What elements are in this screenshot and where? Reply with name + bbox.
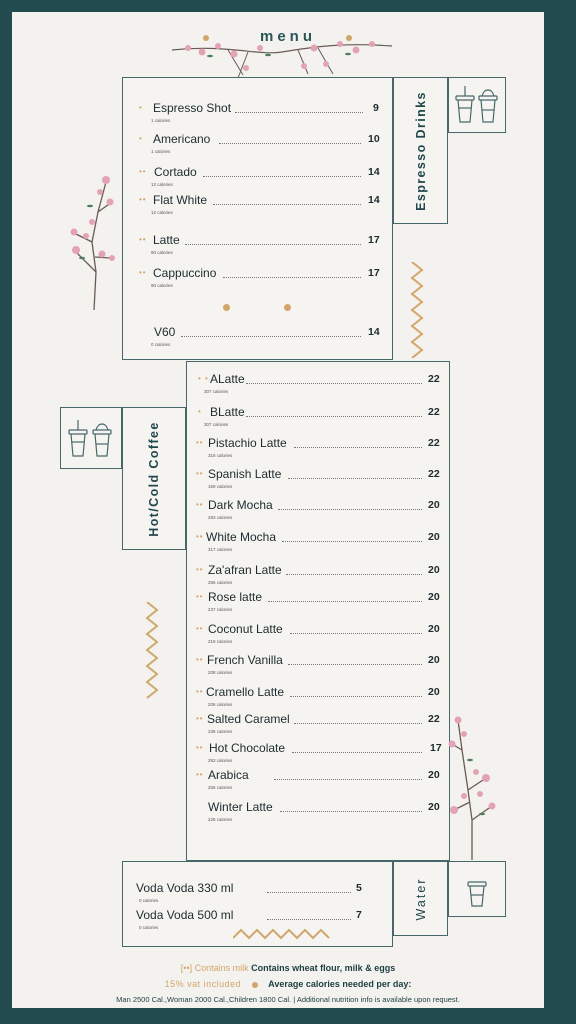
water-item-0 — [123, 881, 394, 907]
item-bullet: •• — [139, 235, 147, 244]
title-dot-left — [203, 35, 209, 41]
water-icon-box — [448, 861, 506, 917]
item-price: 20 — [428, 623, 440, 635]
item-bullet: •• — [196, 714, 204, 723]
item-bullet: •• — [196, 743, 204, 752]
title-dot-right — [346, 35, 352, 41]
item-bullet: •• — [196, 565, 204, 574]
item-calories: 293 calories — [208, 758, 233, 763]
item-calories: 12 calories — [151, 182, 173, 187]
water-label: Water — [413, 877, 428, 920]
menu-title: menu — [259, 28, 316, 45]
item-name: Cramello Latte — [206, 685, 285, 699]
hotcold-item-4 — [186, 498, 450, 524]
hotcold-item-8 — [186, 622, 450, 648]
dotted-leader — [268, 601, 422, 602]
item-price: 20 — [428, 591, 440, 603]
dotted-leader — [290, 633, 422, 634]
calories-line: Man 2500 Cal.,Woman 2000 Cal.,Children 1800 Cal. | Additional nutrition info is available upon request. — [116, 995, 460, 1004]
item-price: 22 — [428, 713, 440, 725]
item-price: 22 — [428, 468, 440, 480]
item-bullet: •• — [196, 500, 204, 509]
footer-line-3 — [0, 995, 576, 1004]
dotted-leader — [286, 574, 422, 575]
hotcold-items — [186, 361, 450, 861]
item-bullet: • — [139, 134, 143, 143]
item-name: Cortado — [154, 165, 197, 179]
item-calories: 256 calories — [208, 580, 233, 585]
footer-line-2 — [0, 979, 576, 989]
water-label-box — [393, 861, 448, 936]
item-bullet: •• — [139, 195, 147, 204]
espresso-item-3 — [123, 193, 394, 219]
dotted-leader — [246, 416, 422, 417]
hotcold-item-2 — [186, 436, 450, 462]
hotcold-item-7 — [186, 590, 450, 616]
item-name: Coconut Latte — [208, 622, 283, 636]
dotted-leader — [267, 892, 351, 893]
item-calories: 307 calories — [204, 422, 229, 427]
item-calories: 293 calories — [208, 515, 233, 520]
item-bullet: •• — [196, 687, 204, 696]
hotcold-item-14 — [186, 800, 450, 826]
calories-heading: Average calories needed per day: — [268, 979, 412, 989]
item-bullet: •• — [196, 655, 204, 664]
item-bullet: •• — [196, 532, 204, 541]
item-price: 7 — [356, 909, 362, 921]
item-calories: 307 calories — [204, 389, 229, 394]
item-calories: 317 calories — [208, 547, 233, 552]
item-bullet: • — [139, 103, 143, 112]
dotted-leader — [294, 723, 422, 724]
item-price: 20 — [428, 654, 440, 666]
hotcold-item-0 — [186, 372, 450, 398]
item-calories: 0 calories — [139, 898, 159, 903]
item-bullet: •• — [139, 167, 147, 176]
item-price: 9 — [373, 102, 379, 114]
item-price: 10 — [368, 133, 380, 145]
footer-line-1 — [0, 963, 576, 973]
item-bullet: •• — [196, 438, 204, 447]
item-calories: 1 calories — [151, 118, 171, 123]
dotted-leader — [235, 112, 363, 113]
vat-text: 15% vat included — [164, 979, 242, 989]
item-calories: 1 calories — [151, 149, 171, 154]
espresso-label: Espresso Drinks — [413, 90, 428, 211]
espresso-icon-box — [448, 77, 506, 133]
item-calories: 0 calories — [151, 342, 171, 347]
item-calories: 0 calories — [139, 925, 159, 930]
dotted-leader — [213, 204, 361, 205]
dotted-leader — [290, 696, 422, 697]
dotted-leader — [267, 919, 351, 920]
dotted-leader — [219, 143, 361, 144]
cherry-blossom-branch-icon — [446, 710, 508, 862]
item-name: Voda Voda 330 ml — [136, 881, 234, 895]
espresso-dot-right — [284, 304, 291, 311]
milk-text: Contains milk — [194, 963, 249, 973]
dotted-leader — [223, 277, 361, 278]
item-bullet: •• — [196, 592, 204, 601]
item-price: 20 — [428, 564, 440, 576]
espresso-item-2 — [123, 165, 394, 191]
item-name: Za'afran Latte — [208, 563, 282, 577]
item-calories: 206 calories — [208, 702, 233, 707]
item-name: Voda Voda 500 ml — [136, 908, 234, 922]
espresso-item-5 — [123, 266, 394, 292]
item-bullet: •• — [196, 770, 204, 779]
item-calories: 90 calories — [151, 250, 173, 255]
milk-symbol: [••] — [180, 963, 193, 973]
item-calories: 12 calories — [151, 210, 173, 215]
espresso-section — [122, 77, 393, 360]
item-price: 20 — [428, 769, 440, 781]
item-name: Spanish Latte — [208, 467, 282, 481]
item-name: Espresso Shot — [153, 101, 232, 115]
item-price: 20 — [428, 531, 440, 543]
item-bullet: • — [198, 407, 202, 416]
hotcold-item-13 — [186, 768, 450, 794]
item-name: Flat White — [153, 193, 208, 207]
item-bullet: • • — [198, 374, 209, 383]
zigzag-divider-icon — [145, 602, 159, 700]
zigzag-divider-icon — [410, 262, 424, 358]
item-name: Latte — [153, 233, 180, 247]
espresso-item-4 — [123, 233, 394, 259]
calories-dot — [252, 982, 258, 988]
item-name: Americano — [153, 132, 211, 146]
hotcold-label: Hot/Cold Coffee — [147, 420, 161, 537]
item-calories: 169 calories — [208, 484, 233, 489]
item-price: 20 — [428, 499, 440, 511]
item-calories: 208 calories — [208, 670, 233, 675]
item-price: 14 — [368, 194, 380, 206]
item-price: 5 — [356, 882, 362, 894]
cup-pair-icon — [449, 78, 505, 132]
dotted-leader — [246, 383, 422, 384]
dotted-leader — [274, 779, 422, 780]
item-price: 14 — [368, 166, 380, 178]
item-name: Arabica — [208, 768, 249, 782]
hotcold-item-5 — [186, 530, 450, 556]
item-name: Dark Mocha — [208, 498, 273, 512]
wheat-text: Contains wheat flour, milk & eggs — [251, 963, 396, 973]
espresso-label-box — [393, 77, 448, 224]
item-price: 22 — [428, 406, 440, 418]
item-name: ALatte — [210, 372, 245, 386]
zigzag-divider-icon — [233, 928, 331, 940]
cup-pair-icon — [61, 408, 121, 468]
hotcold-item-10 — [186, 685, 450, 711]
dotted-leader — [288, 664, 422, 665]
item-bullet: •• — [196, 469, 204, 478]
hotcold-item-9 — [186, 653, 450, 679]
dotted-leader — [288, 478, 422, 479]
item-price: 17 — [430, 742, 442, 754]
dotted-leader — [294, 447, 422, 448]
item-calories: 256 calories — [208, 785, 233, 790]
item-name: White Mocha — [206, 530, 277, 544]
dotted-leader — [278, 509, 422, 510]
item-calories: 219 calories — [208, 639, 233, 644]
item-name: V60 — [154, 325, 176, 339]
water-section — [122, 861, 393, 947]
item-name: French Vanilla — [207, 653, 283, 667]
cup-icon — [449, 862, 505, 916]
item-name: Winter Latte — [208, 800, 273, 814]
item-name: Hot Chocolate — [209, 741, 286, 755]
espresso-dot-left — [223, 304, 230, 311]
item-calories: 90 calories — [151, 283, 173, 288]
item-price: 17 — [368, 234, 380, 246]
item-name: Rose latte — [208, 590, 263, 604]
hotcold-label-box — [122, 407, 186, 550]
item-name: Salted Caramel — [207, 712, 290, 726]
item-calories: 226 calories — [208, 817, 233, 822]
item-name: BLatte — [210, 405, 245, 419]
item-price: 14 — [368, 326, 380, 338]
espresso-item-6 — [123, 325, 394, 351]
espresso-item-0 — [123, 101, 394, 127]
dotted-leader — [282, 541, 422, 542]
item-name: Cappuccino — [153, 266, 217, 280]
item-calories: 237 calories — [208, 607, 233, 612]
hotcold-item-1 — [186, 405, 450, 431]
item-name: Pistachio Latte — [208, 436, 287, 450]
hotcold-item-11 — [186, 712, 450, 738]
dotted-leader — [181, 336, 361, 337]
item-price: 22 — [428, 373, 440, 385]
hotcold-item-12 — [186, 741, 450, 767]
item-price: 22 — [428, 437, 440, 449]
item-price: 20 — [428, 801, 440, 813]
dotted-leader — [185, 244, 361, 245]
item-price: 20 — [428, 686, 440, 698]
dotted-leader — [203, 176, 361, 177]
hotcold-icon-box — [60, 407, 122, 469]
hotcold-item-6 — [186, 563, 450, 589]
item-bullet: •• — [196, 624, 204, 633]
hotcold-item-3 — [186, 467, 450, 493]
item-calories: 236 calories — [208, 729, 233, 734]
item-price: 17 — [368, 267, 380, 279]
cherry-blossom-branch-icon — [62, 162, 122, 312]
dotted-leader — [280, 811, 422, 812]
espresso-item-1 — [123, 132, 394, 158]
item-calories: 316 calories — [208, 453, 233, 458]
dotted-leader — [292, 752, 422, 753]
item-bullet: •• — [139, 268, 147, 277]
